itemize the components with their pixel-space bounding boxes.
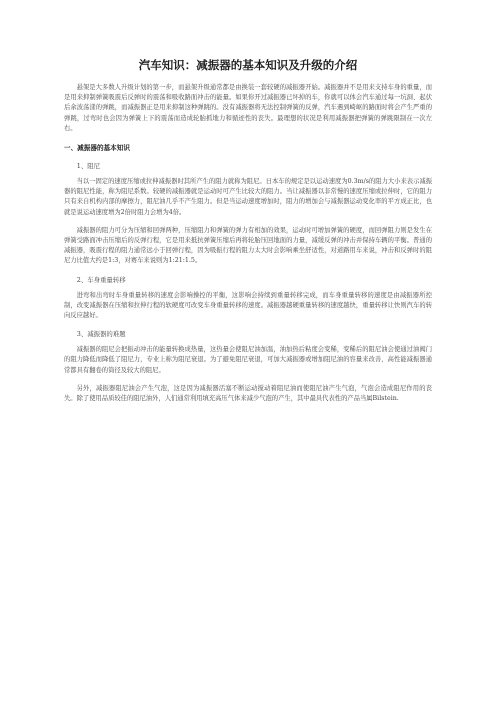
paragraph-weight-transfer: 进弯和出弯时车身重量转移的速度会影响操控的平衡，这影响会持续到重量转移完成，而车身重量转移的速度是由减振器所控制，改变减振器在压缩和拉伸行程的软硬度可改变车身重量转移的速度。减振器越硬重量转移的速度越快，重量转移让快则汽车的转向反应越好。 bbox=[64, 291, 432, 320]
paragraph-spacer bbox=[64, 218, 432, 226]
document-title: 汽车知识：减振器的基本知识及升级的介绍 bbox=[138, 58, 358, 72]
subsection-heading-damping: 1、阻尼 bbox=[76, 162, 101, 171]
paragraph-problems-1: 减振器的阻尼会把振动冲击的能量转换成热量，这热量会使阻尼油加温，油加热后粘度会变稀，变稀后的阻尼油会使通过油阀门的阻力降低而降低了阻尼力，专业上称为阻尼衰退。为了避免阻尼衰退，可加大减振器或增加阻尼油的容量来改善，高性能减振器通常都具有翻卷的筒径及较大的阻尼。 bbox=[64, 346, 432, 374]
subsection-heading-weight-transfer: 2、车身重量转移 bbox=[76, 275, 126, 284]
paragraph-damping-2: 减振器的阻力可分为压缩和回弹两种，压缩阻力和弹簧的弹力有相加的效果，运动时可增加弹簧的硬度，而回弹阻力则是发生在弹簧受路面冲击压缩后的反弹行程，它是用来抵抗弹簧压缩后再将轮胎压回地面的力量，减缓反弹的冲击并保持车辆的平衡。普通的减振器，吸震行程的阻力通常远小于回弹行程，因为吸振行程的阻力太大时会影响乘坐舒适性，对道路用车来说，冲击和反弹时的阻尼力比值大约是1:3，对赛车来说则为1:21:1.5。 bbox=[64, 226, 432, 265]
paragraph-problems-2: 另外，减振器阻尼油会产生气泡，这是因为减振器活塞不断运动搅动着阻尼油而使阻尼油产生气泡，气泡会造成阻尼作用的丧失。除了使用品质较佳的阻尼油外，人们通常利用填充高压气体来减少气泡的产生，其中最具代表性的产品当属Bilstein. bbox=[64, 384, 432, 403]
section-heading: 一、减振器的基本知识 bbox=[64, 144, 130, 153]
paragraph-damping-1: 当以一固定的速度压缩或拉伸减振器时其所产生的阻力就称为阻尼。日本车的规定是以运动速度为0.3m/s的阻力大小来表示减振器的阻尼性能，称为阻尼系数。较硬的减振器就是运动时可产生比较大的阻力。当让减振器以非常慢的速度压缩或拉伸时，它的阻力只有来自机构内部的摩擦力，阻尼油几乎不产生阻力。但是当运动速度增加时，阻力的增加会与减振器运动变化率的平方成正比，也就是说运动速度增为2倍时阻力会增为4倍。 bbox=[64, 178, 432, 216]
intro-paragraph: 悬架是大多数人升级计划的第一步，而悬架升级通常都是由换装一套较硬的减振器开始。减振器并不是用来支持车身的重量，而是用来抑制弹簧吸震后反弹时的震荡和吸收路面冲击的能量。如果你开过减振器已坏掉的车，你就可以体会汽车通过每一坑洞、起伏后余波荡漾的弹跳，而减振器正是用来抑制这种弹跳的。没有减振器将无法控制弹簧的反弹，汽车遇到崎岖的路面时将会产生严重的弹跳，过弯时也会因为弹簧上下的震荡而造成轮胎抓地力和循迹性的丧失。最理想的状况是利用减振器把弹簧的弹跳限制在一次左右。 bbox=[64, 84, 432, 132]
subsection-heading-problems: 3、减振器的难题 bbox=[76, 330, 126, 339]
paragraph-spacer bbox=[64, 376, 432, 384]
